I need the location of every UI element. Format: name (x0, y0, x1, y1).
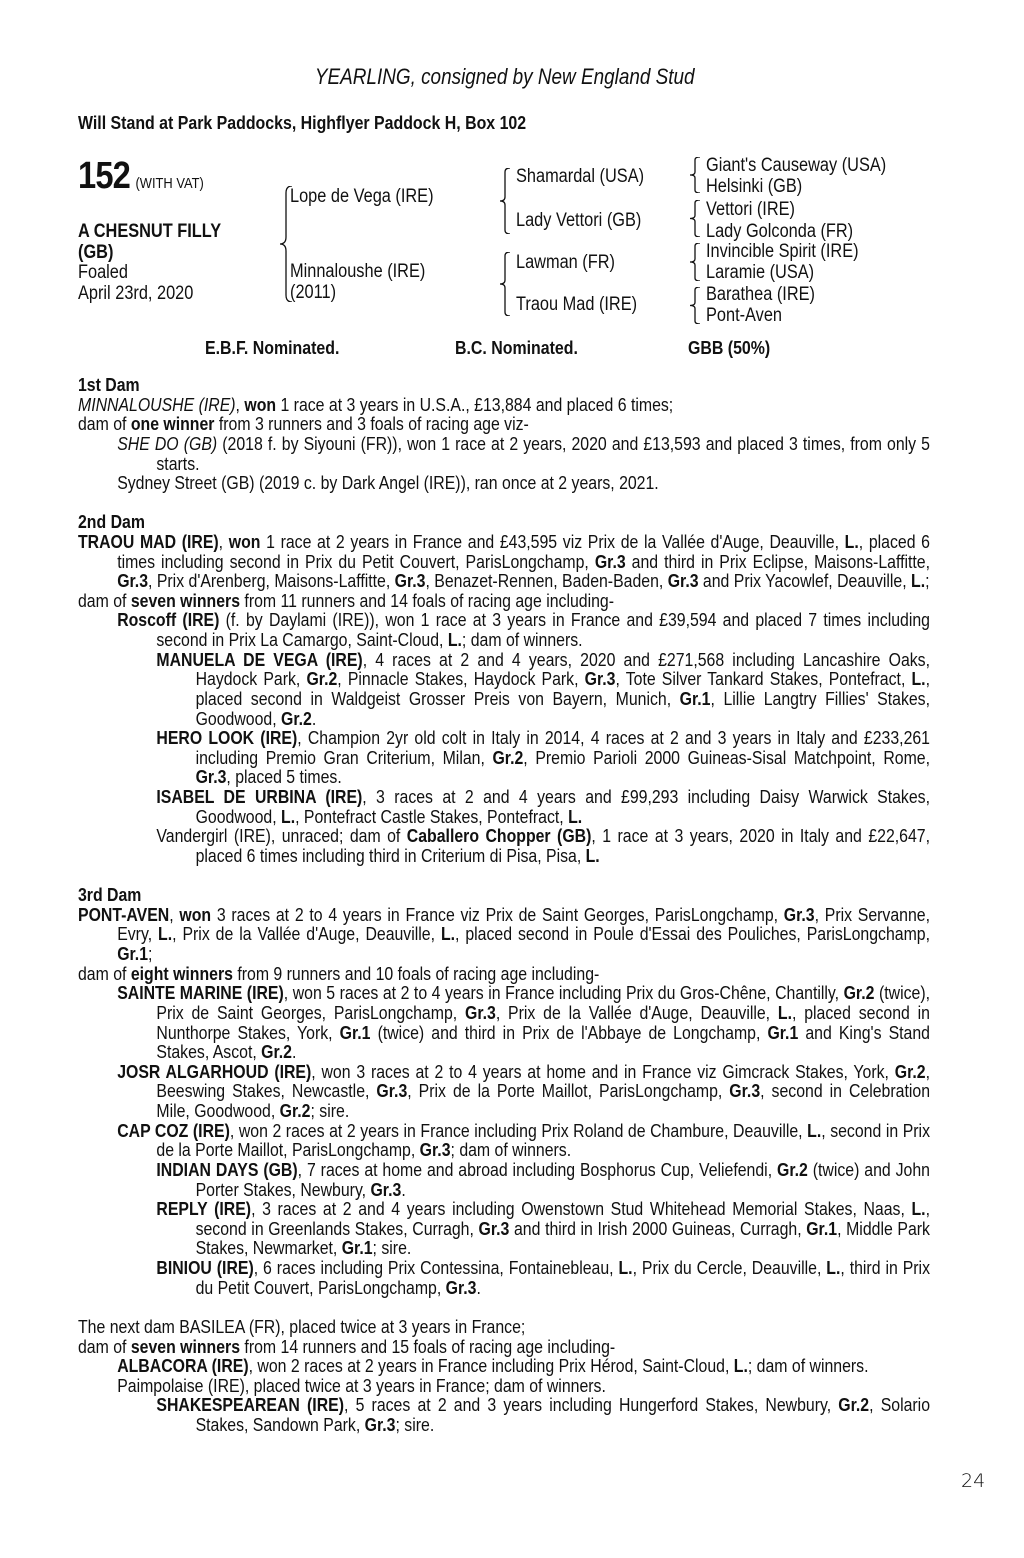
bold-text: L. (844, 530, 859, 552)
foaled-date: April 23rd, 2020 (78, 283, 194, 304)
text-run: dam of (78, 413, 131, 435)
text-run: Vandergirl (IRE), unraced; dam of (156, 825, 407, 847)
text-run: , Prix Servanne, Evry, (117, 903, 930, 945)
bold-text: eight winners (130, 962, 233, 984)
bold-text: Gr.1 (341, 1237, 373, 1259)
bold-text: HERO LOOK (IRE) (156, 727, 298, 749)
text-run: . (401, 1178, 406, 1200)
text-run: , won 2 races at 2 years in France including Prix Hérod, Saint-Cloud, (248, 1355, 734, 1377)
dam (290, 261, 447, 303)
text-run: , Beeswing Stakes, Newcastle, (156, 1060, 930, 1102)
text-run: dam of (78, 1335, 131, 1357)
ancestor-name: Lawman (FR) (516, 252, 615, 273)
text-run: , Prix de la Vallée d'Auge, Deauville, (495, 1001, 778, 1023)
bold-text: L. (911, 1198, 926, 1220)
pedigree-gen3 (706, 284, 833, 305)
bold-text: BINIOU (IRE) (156, 1257, 254, 1279)
produce-record (78, 1376, 930, 1396)
text-run: , Middle Park Stakes, Newmarket, (195, 1217, 930, 1259)
nomination-text: GBB (50%) (688, 337, 771, 358)
text-run: (twice) and third in Prix de l'Abbaye de Longchamp, (370, 1021, 768, 1043)
bold-text: Gr.2 (261, 1041, 292, 1063)
page-number: 24 (961, 1470, 986, 1492)
bold-text: L. (158, 923, 173, 945)
bold-text: L. (911, 570, 926, 592)
pedigree-brace (690, 157, 700, 193)
text-run: (twice), Prix de Saint Georges, ParisLongchamp, (156, 982, 930, 1023)
bold-text: Gr.3 (464, 1001, 496, 1023)
text-run: dam of (78, 962, 131, 984)
description-line: A CHESNUT FILLY (78, 221, 222, 242)
bold-text: SAINTE MARINE (IRE) (117, 982, 284, 1004)
produce-record (78, 1062, 930, 1121)
text-run: , 3 races at 2 and 4 years and £99,293 including Daisy Warwick Stakes, Goodwood, (195, 786, 930, 827)
foaled-info (78, 262, 212, 304)
text-run: and Prix Yacowlef, Deauville, (698, 570, 912, 592)
text-run: , Solario Stakes, Sandown Park, (195, 1394, 931, 1436)
bold-text: Roscoff (IRE) (117, 609, 220, 631)
ancestor-name: Lady Vettori (GB) (516, 210, 642, 231)
bold-text: Gr.2 (492, 746, 524, 768)
bold-text: Gr.1 (117, 943, 149, 965)
dam-section (78, 1317, 930, 1435)
produce-record (78, 1395, 930, 1434)
pedigree-gen3 (706, 221, 877, 242)
pedigree-gen2 (516, 252, 631, 273)
text-run: , 4 races at 2 and 4 years, 2020 and £271,568 including Lancashire Oaks, Haydock Park, (195, 648, 930, 690)
text-run: , (218, 530, 229, 552)
pedigree-gen3 (706, 241, 883, 262)
lot-number (78, 155, 224, 198)
bold-text: Gr.2 (306, 668, 338, 690)
text-run: Paimpolaise (IRE), placed twice at 3 years in France; dam of winners. (117, 1374, 606, 1396)
pedigree-gen3 (706, 199, 809, 220)
pedigree-gen3 (706, 305, 794, 326)
text-run: , 1 race at 3 years, 2020 in Italy and £22,647, placed 6 times including third in Criterium di Pisa, Pisa, (195, 825, 930, 866)
bold-text: PONT-AVEN (78, 903, 170, 925)
text-run: ; dam of winners. (450, 1139, 572, 1161)
text-run: , Prix de la Vallée d'Auge, Deauville, (172, 923, 441, 945)
italic-text: MINNALOUSHE (IRE) (78, 393, 236, 415)
produce-record (78, 1258, 930, 1297)
produce-record (78, 1317, 930, 1337)
nomination-text: E.B.F. Nominated. (205, 337, 340, 358)
bold-text: Caballero Chopper (GB) (406, 825, 592, 847)
ancestor-name: Giant's Causeway (USA) (706, 155, 887, 176)
stand-location-text: Will Stand at Park Paddocks, Highflyer Paddock H, Box 102 (78, 112, 527, 133)
bold-text: Gr.2 (894, 1060, 926, 1082)
text-run: , Pontefract Castle Stakes, Pontefract, (295, 805, 569, 827)
ancestor-name: Pont-Aven (706, 305, 783, 326)
text-run: , Tote Silver Tankard Stakes, Pontefract, (615, 668, 912, 690)
text-run: , placed second in Nunthorpe Stakes, York, (156, 1001, 930, 1043)
ancestor-name: Barathea (IRE) (706, 284, 815, 305)
ancestor-name: Lady Golconda (FR) (706, 221, 854, 242)
text-run: , Prix d'Arenberg, Maisons-Laffitte, (148, 570, 395, 592)
lot-number-value: 152 (78, 155, 130, 197)
produce-record (78, 395, 930, 415)
text-run: Sydney Street (GB) (2019 c. by Dark Angel (IRE)), ran once at 2 years, 2021. (117, 472, 659, 494)
text-run: , placed second in Poule d'Essai des Pouliches, ParisLongchamp, (455, 923, 930, 945)
text-run: . (476, 1276, 481, 1298)
text-run: , won 2 races at 2 years in France including Prix Roland de Chambure, Deauville, (229, 1119, 808, 1141)
sire-name: Lope de Vega (IRE) (290, 186, 434, 207)
ancestor-name: Laramie (USA) (706, 262, 815, 283)
text-run: from 9 runners and 10 foals of racing age including- (232, 962, 600, 984)
text-run: 1 race at 3 years in U.S.A., £13,884 and placed 6 times; (276, 393, 674, 415)
pedigree-brace (500, 252, 510, 316)
ancestor-name: Invincible Spirit (IRE) (706, 241, 859, 262)
text-run: from 3 runners and 3 foals of racing age viz- (214, 413, 529, 435)
text-run: from 11 runners and 14 foals of racing age including- (240, 589, 615, 611)
produce-record (78, 610, 930, 649)
nomination-text: B.C. Nominated. (455, 337, 578, 358)
text-run: ; dam of winners. (747, 1355, 869, 1377)
bold-text: L. (568, 805, 583, 827)
bold-text: Gr.2 (281, 707, 312, 729)
produce-record (78, 532, 930, 591)
bold-text: L. (447, 629, 462, 651)
bold-text: Gr.1 (339, 1021, 371, 1043)
produce-record (78, 964, 930, 984)
bold-text: Gr.3 (370, 1178, 402, 1200)
text-run: , second in Celebration Mile, Goodwood, (156, 1080, 930, 1122)
bold-text: Gr.2 (838, 1394, 870, 1416)
text-run: , Prix de la Porte Maillot, ParisLongchamp, (407, 1080, 730, 1102)
pedigree-gen2 (516, 294, 657, 315)
text-run: 3 races at 2 to 4 years in France viz Prix de Saint Georges, ParisLongchamp, (211, 903, 784, 925)
text-run: . (291, 1041, 297, 1063)
bold-text: L. (777, 1001, 793, 1023)
pedigree-brace (690, 243, 700, 281)
text-run: 1 race at 2 years in France and £43,595 viz Prix de la Vallée d'Auge, Deauville, (260, 530, 845, 552)
bold-text: Gr.3 (445, 1276, 477, 1298)
pedigree-gen3 (706, 155, 916, 176)
produce-record (78, 1121, 930, 1160)
produce-record (78, 1337, 930, 1357)
pedigree-gen3 (706, 176, 818, 197)
bold-text: Gr.2 (279, 1100, 311, 1122)
bold-text: L. (618, 1257, 633, 1279)
bold-text: CAP COZ (IRE) (117, 1119, 230, 1141)
bc-nomination (455, 337, 598, 359)
ancestor-name: Traou Mad (IRE) (516, 294, 638, 315)
bold-text: Gr.3 (364, 1414, 396, 1436)
bold-text: ALBACORA (IRE) (117, 1355, 249, 1377)
text-run: ; (925, 570, 930, 592)
stand-location (78, 112, 599, 134)
produce-record (78, 591, 930, 611)
produce-record (78, 728, 930, 787)
text-run: , won 5 races at 2 to 4 years in France including Prix du Gros-Chêne, Chantilly, (283, 982, 844, 1004)
sire (290, 186, 457, 207)
bold-text: MANUELA DE VEGA (IRE) (156, 648, 363, 670)
dam-section (78, 375, 930, 493)
text-run: , Lillie Langtry Fillies' Stakes, Goodwood, (195, 687, 931, 729)
bold-text: L. (281, 805, 296, 827)
page-title-text: YEARLING, consigned by New England Stud (315, 64, 695, 89)
dam-year: (2011) (290, 282, 337, 303)
pedigree-gen2 (516, 166, 665, 187)
ancestor-name: Shamardal (USA) (516, 166, 645, 187)
text-run: ; sire. (395, 1414, 435, 1436)
text-run: and third in Prix Eclipse, Maisons-Laffitte, (625, 550, 931, 572)
text-run: The next dam BASILEA (FR), placed twice at 3 years in France; (78, 1315, 526, 1337)
bold-text: L. (440, 923, 456, 945)
bold-text: Gr.2 (843, 982, 875, 1004)
text-run: , 5 races at 2 and 3 years including Hungerford Stakes, Newbury, (343, 1394, 839, 1416)
text-run: , third in Prix du Petit Couvert, ParisLongchamp, (195, 1257, 930, 1298)
produce-record (78, 473, 930, 493)
bold-text: Gr.3 (195, 766, 227, 788)
bold-text: L. (826, 1257, 841, 1279)
produce-record (78, 905, 930, 964)
bold-text: one winner (130, 413, 215, 435)
bold-text: SHAKESPEAREAN (IRE) (156, 1394, 344, 1416)
text-run: (2018 f. by Siyouni (FR)), won 1 race at 2 years, 2020 and £13,593 and placed 3 times, from only 5 starts. (156, 432, 930, 474)
page-title (0, 64, 1010, 90)
bold-text: Gr.3 (117, 570, 149, 592)
vat-label: (WITH VAT) (135, 175, 204, 192)
dam-name: Minnaloushe (IRE) (290, 261, 426, 282)
bold-text: L. (911, 668, 926, 690)
text-run: , second in Prix de la Porte Maillot, ParisLongchamp, (156, 1119, 930, 1161)
bold-text: Gr.3 (729, 1080, 761, 1102)
bold-text: won (244, 393, 277, 415)
text-run: , Prix du Cercle, Deauville, (632, 1257, 827, 1279)
text-run: (twice) and John Porter Stakes, Newbury, (195, 1158, 930, 1200)
italic-text: SHE DO (GB) (117, 432, 218, 454)
produce-record (78, 787, 930, 826)
ancestor-name: Vettori (IRE) (706, 199, 795, 220)
pedigree-brace (690, 200, 700, 237)
text-run: ; sire. (372, 1237, 412, 1259)
produce-record (78, 650, 930, 729)
text-run: , won 3 races at 2 to 4 years at home and in France viz Gimcrack Stakes, York, (311, 1060, 895, 1082)
bold-text: seven winners (130, 589, 241, 611)
bold-text: Gr.3 (376, 1080, 408, 1102)
text-run: , (169, 903, 180, 925)
bold-text: won (179, 903, 212, 925)
text-run: , 6 races including Prix Contessina, Fontainebleau, (253, 1257, 619, 1279)
text-run: . (311, 707, 317, 729)
bold-text: Gr.3 (478, 1217, 510, 1239)
text-run: , (235, 393, 245, 415)
bold-text: Gr.3 (783, 903, 815, 925)
bold-text: won (228, 530, 261, 552)
pedigree-brace (500, 168, 510, 234)
text-run: (f. by Daylami (IRE)), won 1 race at 3 years in France and £39,594 and placed 7 times including second in Prix La Camargo, Saint-Cloud, (156, 609, 930, 651)
bold-text: TRAOU MAD (IRE) (78, 530, 219, 552)
text-run: ; (148, 943, 153, 965)
text-run: , Benazet-Rennen, Baden-Baden, (425, 570, 668, 592)
text-run: ; dam of winners. (461, 629, 583, 651)
bold-text: REPLY (IRE) (156, 1198, 252, 1220)
foaled-label: Foaled (78, 262, 128, 283)
dam-section (78, 885, 930, 1297)
pedigree-brace (690, 287, 700, 324)
bold-text: Gr.1 (806, 1217, 838, 1239)
ebf-nomination (205, 337, 361, 359)
ancestor-name: Helsinki (GB) (706, 176, 803, 197)
produce-record (78, 983, 930, 1062)
bold-text: ISABEL DE URBINA (IRE) (156, 786, 363, 808)
text-run: , 3 races at 2 and 4 years including Owenstown Stud Whitehead Memorial Stakes, Naas, (251, 1198, 912, 1220)
bold-text: Gr.3 (419, 1139, 451, 1161)
produce-record (78, 434, 930, 473)
text-run: , second in Greenlands Stakes, Curragh, (195, 1198, 930, 1239)
bold-text: seven winners (130, 1335, 241, 1357)
bold-text: Gr.3 (667, 570, 699, 592)
text-run: , Premio Parioli 2000 Guineas-Sisal Matchpoint, Rome, (523, 746, 930, 768)
produce-record (78, 1356, 930, 1376)
text-run: , 7 races at home and abroad including Bosphorus Cup, Veliefendi, (297, 1158, 778, 1180)
bold-text: Gr.1 (679, 687, 711, 709)
bold-text: Gr.2 (777, 1158, 808, 1180)
text-run: and King's Stand Stakes, Ascot, (156, 1021, 930, 1063)
bold-text: Gr.3 (394, 570, 426, 592)
gbb-nomination (688, 337, 784, 359)
pedigree-gen3 (706, 262, 832, 283)
section-heading: 1st Dam (78, 374, 140, 395)
text-run: dam of (78, 589, 131, 611)
text-run: , placed 6 times including second in Prix du Petit Couvert, ParisLongchamp, (117, 530, 930, 572)
dam-line-content (78, 375, 930, 1454)
description-line: (GB) (78, 242, 114, 263)
lot-description (78, 221, 244, 263)
text-run: ; sire. (310, 1100, 350, 1122)
bold-text: L. (807, 1119, 822, 1141)
text-run: , Pinnacle Stakes, Haydock Park, (337, 668, 585, 690)
dam-section (78, 512, 930, 865)
bold-text: JOSR ALGARHOUD (IRE) (117, 1060, 312, 1082)
text-run: , placed 5 times. (226, 766, 342, 788)
section-heading: 2nd Dam (78, 511, 145, 533)
bold-text: L. (733, 1355, 748, 1377)
text-run: , placed second in Waldgeist Grosser Preis von Bayern, Munich, (195, 668, 930, 709)
pedigree-gen2 (516, 210, 662, 231)
section-heading: 3rd Dam (78, 884, 142, 906)
bold-text: Gr.3 (594, 550, 626, 572)
bold-text: Gr.3 (584, 668, 616, 690)
bold-text: Gr.1 (767, 1021, 799, 1043)
produce-record (78, 826, 930, 865)
produce-record (78, 1160, 930, 1199)
bold-text: L. (585, 844, 600, 866)
bold-text: INDIAN DAYS (GB) (156, 1158, 298, 1180)
text-run: and third in Irish 2000 Guineas, Curragh, (509, 1217, 807, 1239)
text-run: , Champion 2yr old colt in Italy in 2014, 4 races at 2 and 3 years in Italy and £233,261 including Premio Gran Criterium, Milan, (195, 727, 930, 768)
text-run: from 14 runners and 15 foals of racing age including- (240, 1335, 616, 1357)
produce-record (78, 414, 930, 434)
produce-record (78, 1199, 930, 1258)
